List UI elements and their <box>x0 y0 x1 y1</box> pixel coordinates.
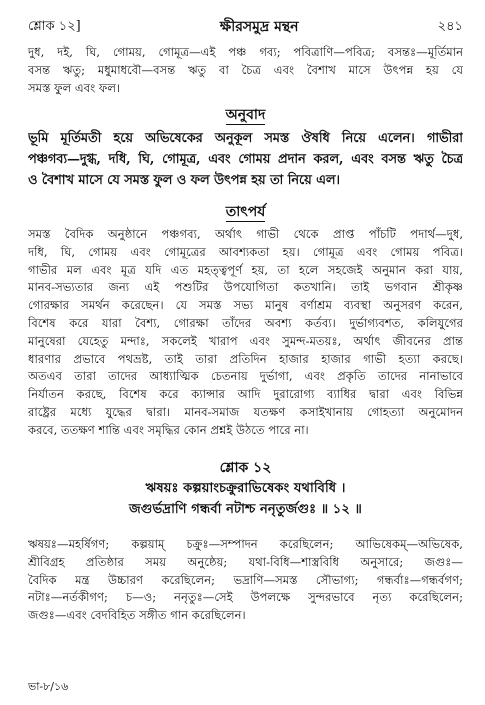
purport-text <box>28 226 463 440</box>
text-line: সমস্ত ফুল এবং ফল। <box>28 80 121 95</box>
text-line: গাভীর মল এবং মূত্র যদি এত মহত্ত্বপূর্ণ হয়, তা হলে সহজেই অনুমান করা যায়, <box>28 262 463 277</box>
chapter-title: ক্ষীরসমুদ্র মন্থন <box>219 19 299 35</box>
text-line: বৈদিক মন্ত্র উচ্চারণ করেছিলেন; ভদ্রাণি—সমস্ত সৌভাগ্য; গন্ধর্বাঃ—গন্ধর্বগণ; <box>28 572 463 587</box>
page-number: ২৪১ <box>437 18 463 34</box>
text-line: নির্যাতন করছে, বিশেষ করে ক্যান্সার আদি দুরারোগ্য ব্যাধির দ্বারা এবং বিভিন্ন <box>28 387 463 402</box>
verse-label: শ্লোক ১২ <box>219 460 272 476</box>
page-header <box>28 14 463 40</box>
text-line: করবে, ততক্ষণ শান্তি এবং সমৃদ্ধির কোন প্রশ্নই উঠতে পারে না। <box>28 422 309 437</box>
word-meanings-continued <box>28 44 463 97</box>
text-line: বসন্ত ঋতু; মধুমাধবৌ—বসন্ত ঋতু বা চৈত্র এবং বৈশাখ মাসে উৎপন্ন হয় যে <box>28 62 463 77</box>
text-line: রাষ্ট্রের মধ্যে যুদ্ধের দ্বারা। মানব-সমাজ যতক্ষণ কসাইখানায় গোহত্যা অনুমোদন <box>28 404 463 419</box>
text-line: ধারণার প্রভাবে পথভ্রষ্ট, তাই তারা প্রতিদিন হাজার হাজার গাভী হত্যা করছে। <box>28 351 463 366</box>
translation-text <box>28 128 463 191</box>
verse-line: জগুর্ভদ্রাণি গন্ধর্বা নটাশ্চ ননৃতুর্জগুঃ ॥ ১২ ॥ <box>128 502 362 517</box>
verse-line: ঋষয়ঃ কল্পয়াংচক্রুরাভিষেকং যথাবিধি । <box>145 481 346 496</box>
text-line: পঞ্চগব্য—দুগ্ধ, দধি, ঘি, গোমূত্র, এবং গোময় প্রদান করল, এবং বসন্ত ঋতু চৈত্র <box>28 152 463 167</box>
text-line: সমস্ত বৈদিক অনুষ্ঠানে পঞ্চগব্য, অর্থাৎ গাভী থেকে প্রাপ্ত পাঁচটি পদার্থ—দুধ, <box>28 227 463 241</box>
verse-reference: শ্লোক ১২] <box>28 18 81 34</box>
text-line: অতএব তারা তাদের আধ্যাত্মিক চেতনায় দুর্ভাগা, এবং প্রকৃতি তাদের নানাভাবে <box>28 369 463 384</box>
footer-signature: ভা-৮/১৬ <box>28 680 69 693</box>
text-line: নটাঃ—নর্তকীগণ; চ—ও; ননৃতুঃ—সেই উপলক্ষে সুন্দরভাবে নৃত্য করেছিলেন; <box>28 590 463 605</box>
text-line: শ্রীবিগ্রহ প্রতিষ্ঠার সময় অনুষ্ঠেয়; যথা-বিধি—শাস্ত্রবিধি অনুসারে; জগুঃ— <box>28 554 463 569</box>
text-line: জগুঃ—এবং বেদবিহিত সঙ্গীত গান করেছিলেন। <box>28 608 246 623</box>
sanskrit-verse <box>28 478 463 520</box>
text-line: মানব-সভ্যতার জন্য এই পশুটির উপযোগিতা কতখানি। তাই ভগবান শ্রীকৃষ্ণ <box>28 280 463 295</box>
text-line: ঋষয়ঃ—মহর্ষিগণ; কল্পয়াম্ চক্রুঃ—সম্পাদন করেছিলেন; আভিষেকম্—অভিষেক, <box>28 537 463 551</box>
text-line: গোরক্ষার সমর্থন করেছেন। যে সমস্ত সভ্য মানুষ বর্ণাশ্রম ব্যবস্থা অনুসরণ করেন, <box>28 298 463 313</box>
text-line: দধি, ঘি, গোময় এবং গোমূত্রের আবশ্যকতা হয়। গোমূত্র এবং গোময় পবিত্র। <box>28 244 463 259</box>
text-line: মানুষেরা যেহেতু মন্দাঃ, সকলেই খারাপ এবং সুমন্দ-মতয়ঃ, অর্থাৎ জীবনের প্রান্ত <box>28 333 463 348</box>
text-line: ভূমি মূর্তিমতী হয়ে অভিষেকের অনুকূল সমস্ত ঔষধি নিয়ে এলেন। গাভীরা <box>28 131 463 146</box>
text-line: দুধ, দই, ঘি, গোময়, গোমূত্র—এই পঞ্চ গব্য; পবিত্রাণি—পবিত্র; বসন্তঃ—মূর্তিমান <box>28 45 463 59</box>
text-line: ও বৈশাখ মাসে যে সমস্ত ফুল ও ফল উৎপন্ন হয় তা নিয়ে এল। <box>28 173 340 188</box>
text-line: বিশেষ করে যারা বৈশ্য, গোরক্ষা তাঁদের অবশ্য কর্তব্য। দুর্ভাগ্যবশত, কলিযুগের <box>28 315 463 330</box>
synonyms-text <box>28 536 463 625</box>
translation-heading: অনুবাদ <box>225 107 266 123</box>
purport-heading: তাৎপর্য <box>225 204 266 220</box>
